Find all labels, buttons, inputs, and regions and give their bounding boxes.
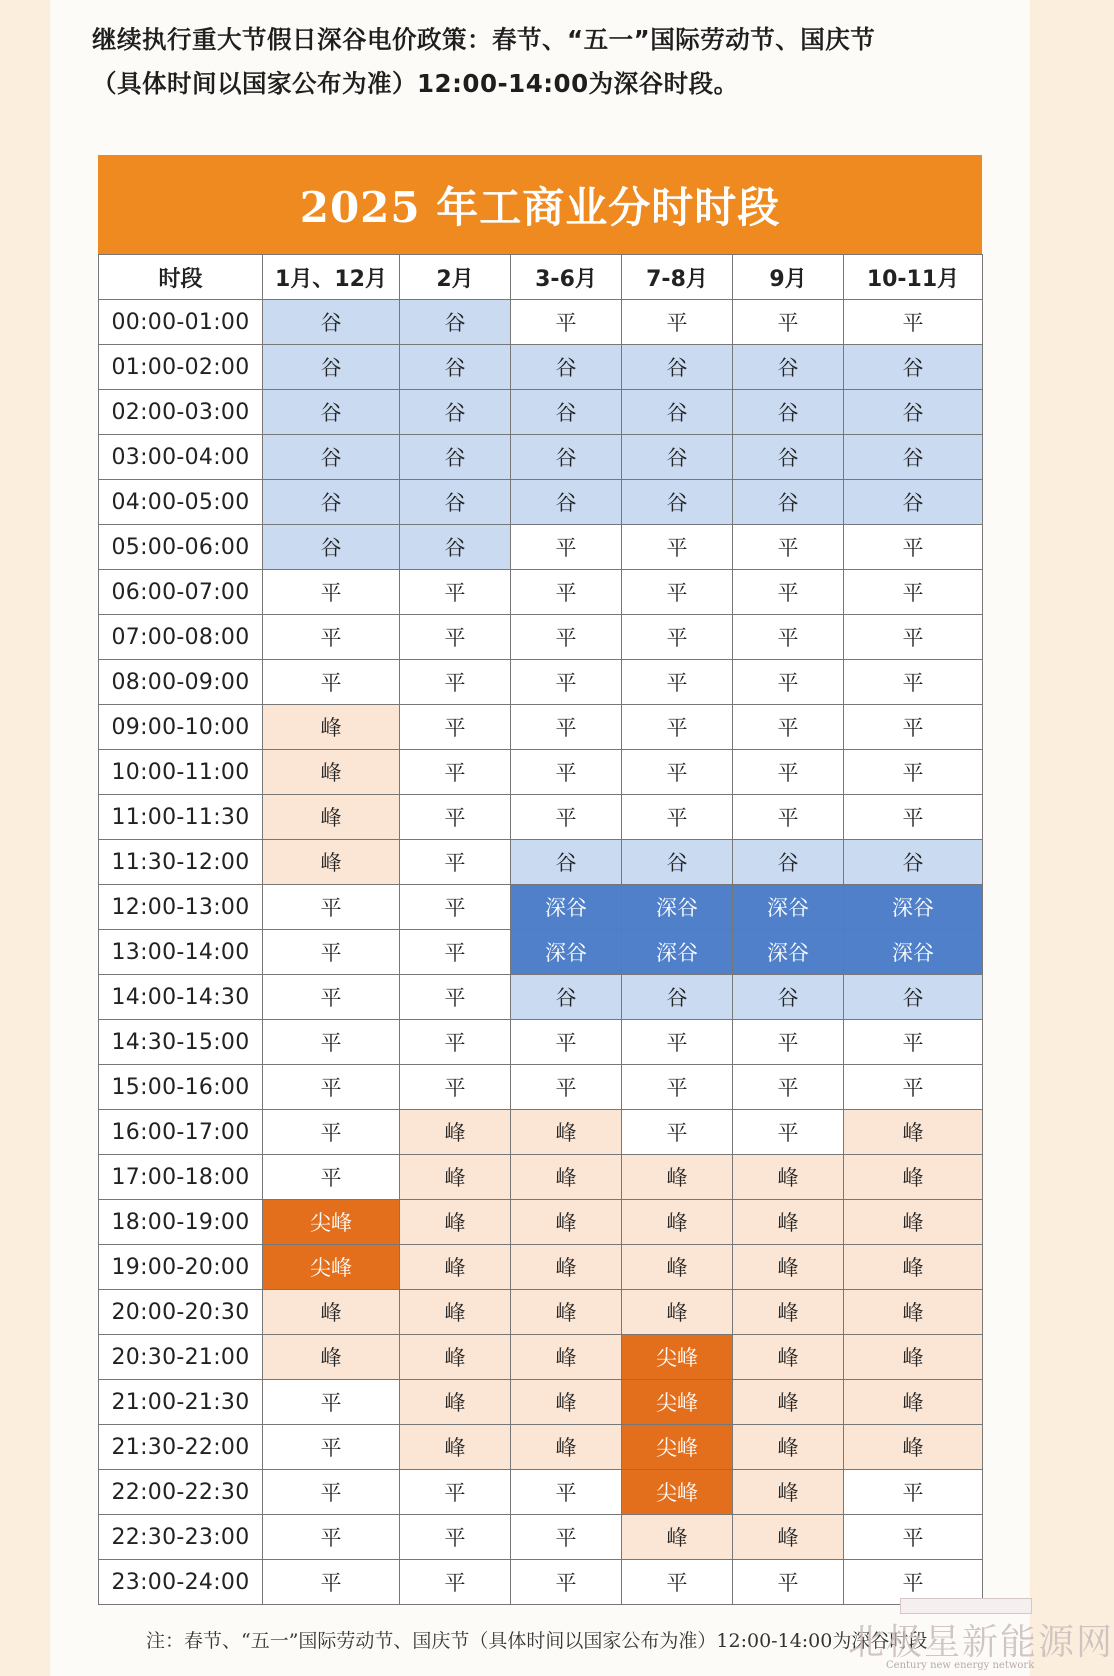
period-cell: 平 — [263, 1155, 400, 1200]
period-cell: 平 — [511, 660, 622, 705]
policy-line-2: （具体时间以国家公布为准）12:00-14:00为深谷时段。 — [92, 69, 739, 98]
table-row — [99, 345, 983, 390]
period-cell: 平 — [263, 1425, 400, 1470]
period-cell: 谷 — [263, 480, 400, 525]
period-cell: 峰 — [263, 795, 400, 840]
period-cell: 峰 — [844, 1155, 983, 1200]
period-cell: 峰 — [511, 1110, 622, 1155]
table-row — [99, 480, 983, 525]
time-slot-cell: 20:00-20:30 — [99, 1290, 263, 1335]
period-cell: 平 — [511, 1560, 622, 1605]
period-cell: 峰 — [400, 1425, 511, 1470]
period-cell: 谷 — [733, 435, 844, 480]
period-cell: 平 — [733, 525, 844, 570]
period-cell: 谷 — [511, 390, 622, 435]
period-cell: 平 — [622, 1110, 733, 1155]
header-sep: 9月 — [733, 255, 844, 300]
footnote: 注：春节、“五一”国际劳动节、国庆节（具体时间以国家公布为准）12:00-14:00为深谷时段 — [146, 1630, 928, 1652]
period-cell: 平 — [622, 750, 733, 795]
time-slot-cell: 02:00-03:00 — [99, 390, 263, 435]
period-cell: 峰 — [733, 1515, 844, 1560]
table-row — [99, 1470, 983, 1515]
period-cell: 深谷 — [622, 885, 733, 930]
period-cell: 平 — [844, 795, 983, 840]
period-cell: 谷 — [263, 345, 400, 390]
period-cell: 深谷 — [511, 930, 622, 975]
watermark-logo: 北极星新能源网 — [848, 1622, 1114, 1663]
period-cell: 峰 — [733, 1380, 844, 1425]
period-cell: 平 — [844, 1470, 983, 1515]
period-cell: 平 — [400, 1560, 511, 1605]
period-cell: 平 — [844, 705, 983, 750]
period-cell: 平 — [844, 300, 983, 345]
period-cell: 谷 — [400, 300, 511, 345]
period-cell: 平 — [622, 300, 733, 345]
header-time: 时段 — [99, 255, 263, 300]
period-cell: 峰 — [622, 1515, 733, 1560]
period-cell: 峰 — [263, 840, 400, 885]
period-cell: 深谷 — [733, 885, 844, 930]
policy-text — [92, 18, 1012, 106]
period-cell: 谷 — [733, 480, 844, 525]
period-cell: 平 — [400, 570, 511, 615]
table-row — [99, 975, 983, 1020]
period-cell: 谷 — [400, 390, 511, 435]
period-cell: 平 — [733, 615, 844, 660]
period-cell: 峰 — [622, 1245, 733, 1290]
period-cell: 平 — [511, 615, 622, 660]
period-cell: 平 — [511, 525, 622, 570]
period-cell: 平 — [733, 795, 844, 840]
period-cell: 峰 — [733, 1290, 844, 1335]
period-cell: 谷 — [733, 840, 844, 885]
table-row — [99, 435, 983, 480]
period-cell: 深谷 — [733, 930, 844, 975]
period-cell: 谷 — [622, 435, 733, 480]
period-cell: 谷 — [733, 975, 844, 1020]
period-cell: 平 — [844, 660, 983, 705]
period-cell: 平 — [400, 1470, 511, 1515]
period-cell: 平 — [622, 525, 733, 570]
period-cell: 谷 — [622, 840, 733, 885]
period-cell: 平 — [400, 840, 511, 885]
period-cell: 峰 — [400, 1290, 511, 1335]
table-row — [99, 1380, 983, 1425]
period-cell: 深谷 — [844, 885, 983, 930]
time-slot-cell: 21:30-22:00 — [99, 1425, 263, 1470]
table-row — [99, 1335, 983, 1380]
period-cell: 平 — [511, 300, 622, 345]
period-cell: 平 — [844, 615, 983, 660]
period-cell: 峰 — [733, 1200, 844, 1245]
time-slot-cell: 12:00-13:00 — [99, 885, 263, 930]
table-title: 2025 年工商业分时时段 — [98, 155, 982, 254]
period-cell: 平 — [733, 570, 844, 615]
period-cell: 平 — [733, 705, 844, 750]
period-cell: 峰 — [844, 1110, 983, 1155]
period-cell: 平 — [511, 1515, 622, 1560]
period-cell: 平 — [622, 570, 733, 615]
period-cell: 谷 — [844, 435, 983, 480]
period-cell: 谷 — [733, 390, 844, 435]
period-cell: 峰 — [400, 1335, 511, 1380]
table-row — [99, 930, 983, 975]
table-row — [99, 750, 983, 795]
period-cell: 峰 — [400, 1200, 511, 1245]
period-cell: 平 — [263, 660, 400, 705]
time-slot-cell: 05:00-06:00 — [99, 525, 263, 570]
period-cell: 谷 — [622, 975, 733, 1020]
time-slot-cell: 00:00-01:00 — [99, 300, 263, 345]
time-slot-cell: 04:00-05:00 — [99, 480, 263, 525]
period-cell: 平 — [511, 1470, 622, 1515]
period-cell: 平 — [400, 1065, 511, 1110]
table-header-row — [99, 255, 983, 300]
table-row — [99, 1200, 983, 1245]
period-cell: 峰 — [400, 1380, 511, 1425]
table-row — [99, 1155, 983, 1200]
period-cell: 平 — [622, 660, 733, 705]
period-cell: 平 — [400, 705, 511, 750]
time-slot-cell: 22:00-22:30 — [99, 1470, 263, 1515]
period-cell: 平 — [263, 885, 400, 930]
time-slot-cell: 14:00-14:30 — [99, 975, 263, 1020]
period-cell: 谷 — [400, 480, 511, 525]
period-cell: 峰 — [511, 1380, 622, 1425]
time-slot-cell: 23:00-24:00 — [99, 1560, 263, 1605]
period-cell: 谷 — [844, 480, 983, 525]
policy-line-1: 继续执行重大节假日深谷电价政策：春节、“五一”国际劳动节、国庆节 — [92, 25, 876, 54]
time-slot-cell: 16:00-17:00 — [99, 1110, 263, 1155]
period-cell: 平 — [622, 1065, 733, 1110]
period-cell: 谷 — [622, 345, 733, 390]
period-cell: 峰 — [263, 705, 400, 750]
period-cell: 谷 — [511, 840, 622, 885]
table-row — [99, 1560, 983, 1605]
period-cell: 平 — [844, 570, 983, 615]
period-cell: 平 — [263, 615, 400, 660]
period-cell: 峰 — [622, 1200, 733, 1245]
table-row — [99, 1245, 983, 1290]
period-cell: 尖峰 — [622, 1470, 733, 1515]
period-cell: 平 — [400, 660, 511, 705]
period-cell: 峰 — [844, 1425, 983, 1470]
period-cell: 平 — [263, 1020, 400, 1065]
period-cell: 谷 — [400, 525, 511, 570]
period-cell: 平 — [263, 930, 400, 975]
period-cell: 谷 — [733, 345, 844, 390]
time-slot-cell: 11:30-12:00 — [99, 840, 263, 885]
period-cell: 平 — [400, 750, 511, 795]
period-cell: 谷 — [844, 345, 983, 390]
table-row — [99, 570, 983, 615]
period-cell: 平 — [844, 750, 983, 795]
period-cell: 平 — [400, 885, 511, 930]
period-cell: 平 — [733, 660, 844, 705]
period-cell: 峰 — [511, 1155, 622, 1200]
period-cell: 峰 — [511, 1290, 622, 1335]
period-cell: 尖峰 — [263, 1245, 400, 1290]
time-slot-cell: 08:00-09:00 — [99, 660, 263, 705]
period-cell: 尖峰 — [622, 1425, 733, 1470]
table-row — [99, 1020, 983, 1065]
time-slot-cell: 09:00-10:00 — [99, 705, 263, 750]
time-slot-cell: 14:30-15:00 — [99, 1020, 263, 1065]
period-cell: 峰 — [844, 1290, 983, 1335]
table-row — [99, 615, 983, 660]
period-cell: 平 — [844, 1560, 983, 1605]
period-cell: 平 — [511, 750, 622, 795]
period-cell: 平 — [511, 795, 622, 840]
period-cell: 峰 — [733, 1470, 844, 1515]
period-cell: 平 — [622, 615, 733, 660]
period-cell: 平 — [733, 750, 844, 795]
period-cell: 尖峰 — [263, 1200, 400, 1245]
period-cell: 平 — [844, 1065, 983, 1110]
watermark-box — [900, 1598, 1032, 1614]
period-cell: 平 — [400, 795, 511, 840]
period-cell: 谷 — [400, 435, 511, 480]
header-feb: 2月 — [400, 255, 511, 300]
period-cell: 平 — [400, 1515, 511, 1560]
time-slot-cell: 10:00-11:00 — [99, 750, 263, 795]
header-jul-aug: 7-8月 — [622, 255, 733, 300]
period-cell: 平 — [263, 1065, 400, 1110]
period-cell: 峰 — [622, 1290, 733, 1335]
period-cell: 谷 — [844, 840, 983, 885]
period-cell: 平 — [733, 1110, 844, 1155]
period-cell: 平 — [263, 1560, 400, 1605]
time-slot-cell: 22:30-23:00 — [99, 1515, 263, 1560]
period-cell: 谷 — [263, 525, 400, 570]
time-slot-cell: 06:00-07:00 — [99, 570, 263, 615]
period-cell: 平 — [622, 1560, 733, 1605]
time-slot-cell: 18:00-19:00 — [99, 1200, 263, 1245]
period-cell: 峰 — [511, 1335, 622, 1380]
period-cell: 峰 — [400, 1155, 511, 1200]
table-body — [99, 300, 983, 1605]
period-cell: 峰 — [511, 1245, 622, 1290]
period-cell: 谷 — [511, 345, 622, 390]
period-cell: 峰 — [844, 1335, 983, 1380]
period-cell: 平 — [622, 705, 733, 750]
period-cell: 峰 — [844, 1380, 983, 1425]
period-cell: 谷 — [844, 975, 983, 1020]
period-cell: 深谷 — [511, 885, 622, 930]
time-slot-cell: 21:00-21:30 — [99, 1380, 263, 1425]
period-cell: 尖峰 — [622, 1380, 733, 1425]
period-cell: 峰 — [733, 1425, 844, 1470]
table-row — [99, 840, 983, 885]
period-cell: 峰 — [733, 1155, 844, 1200]
header-mar-jun: 3-6月 — [511, 255, 622, 300]
period-cell: 峰 — [511, 1425, 622, 1470]
period-cell: 平 — [400, 930, 511, 975]
period-cell: 平 — [733, 300, 844, 345]
period-cell: 平 — [400, 1020, 511, 1065]
period-cell: 平 — [844, 1515, 983, 1560]
period-cell: 谷 — [511, 480, 622, 525]
table-row — [99, 1290, 983, 1335]
period-cell: 平 — [263, 1380, 400, 1425]
table-row — [99, 1515, 983, 1560]
time-slot-cell: 19:00-20:00 — [99, 1245, 263, 1290]
period-cell: 平 — [511, 1065, 622, 1110]
period-cell: 尖峰 — [622, 1335, 733, 1380]
table-row — [99, 705, 983, 750]
period-cell: 谷 — [400, 345, 511, 390]
table-row — [99, 1065, 983, 1110]
period-cell: 平 — [511, 570, 622, 615]
period-cell: 平 — [400, 615, 511, 660]
period-cell: 谷 — [622, 390, 733, 435]
period-cell: 谷 — [263, 390, 400, 435]
period-cell: 深谷 — [622, 930, 733, 975]
table-row — [99, 390, 983, 435]
period-cell: 峰 — [622, 1155, 733, 1200]
table-row — [99, 300, 983, 345]
table-row — [99, 525, 983, 570]
period-cell: 峰 — [511, 1200, 622, 1245]
period-cell: 平 — [622, 1020, 733, 1065]
time-slot-cell: 03:00-04:00 — [99, 435, 263, 480]
period-cell: 峰 — [844, 1200, 983, 1245]
period-cell: 平 — [263, 570, 400, 615]
period-cell: 峰 — [400, 1110, 511, 1155]
period-cell: 平 — [844, 1020, 983, 1065]
period-cell: 谷 — [263, 300, 400, 345]
period-cell: 峰 — [733, 1245, 844, 1290]
time-slot-cell: 13:00-14:00 — [99, 930, 263, 975]
time-slot-cell: 20:30-21:00 — [99, 1335, 263, 1380]
table-row — [99, 885, 983, 930]
period-cell: 平 — [733, 1065, 844, 1110]
period-cell: 平 — [622, 795, 733, 840]
period-cell: 谷 — [511, 435, 622, 480]
table-row — [99, 660, 983, 705]
period-cell: 谷 — [844, 390, 983, 435]
period-cell: 平 — [733, 1560, 844, 1605]
period-cell: 平 — [263, 1515, 400, 1560]
period-cell: 谷 — [511, 975, 622, 1020]
period-cell: 谷 — [263, 435, 400, 480]
watermark-subtitle: Century new energy network — [886, 1660, 1035, 1671]
tou-schedule-table — [98, 254, 983, 1605]
period-cell: 峰 — [263, 1290, 400, 1335]
period-cell: 平 — [844, 525, 983, 570]
time-slot-cell: 01:00-02:00 — [99, 345, 263, 390]
table-row — [99, 1425, 983, 1470]
period-cell: 峰 — [263, 1335, 400, 1380]
period-cell: 平 — [511, 705, 622, 750]
table-row — [99, 795, 983, 840]
period-cell: 平 — [511, 1020, 622, 1065]
period-cell: 深谷 — [844, 930, 983, 975]
time-slot-cell: 15:00-16:00 — [99, 1065, 263, 1110]
period-cell: 平 — [263, 1110, 400, 1155]
period-cell: 峰 — [844, 1245, 983, 1290]
period-cell: 平 — [733, 1020, 844, 1065]
time-slot-cell: 17:00-18:00 — [99, 1155, 263, 1200]
period-cell: 平 — [263, 975, 400, 1020]
period-cell: 峰 — [263, 750, 400, 795]
time-slot-cell: 07:00-08:00 — [99, 615, 263, 660]
header-jan-dec: 1月、12月 — [263, 255, 400, 300]
period-cell: 平 — [400, 975, 511, 1020]
period-cell: 平 — [263, 1470, 400, 1515]
time-slot-cell: 11:00-11:30 — [99, 795, 263, 840]
period-cell: 谷 — [622, 480, 733, 525]
period-cell: 峰 — [400, 1245, 511, 1290]
period-cell: 峰 — [733, 1335, 844, 1380]
header-oct-nov: 10-11月 — [844, 255, 983, 300]
table-row — [99, 1110, 983, 1155]
